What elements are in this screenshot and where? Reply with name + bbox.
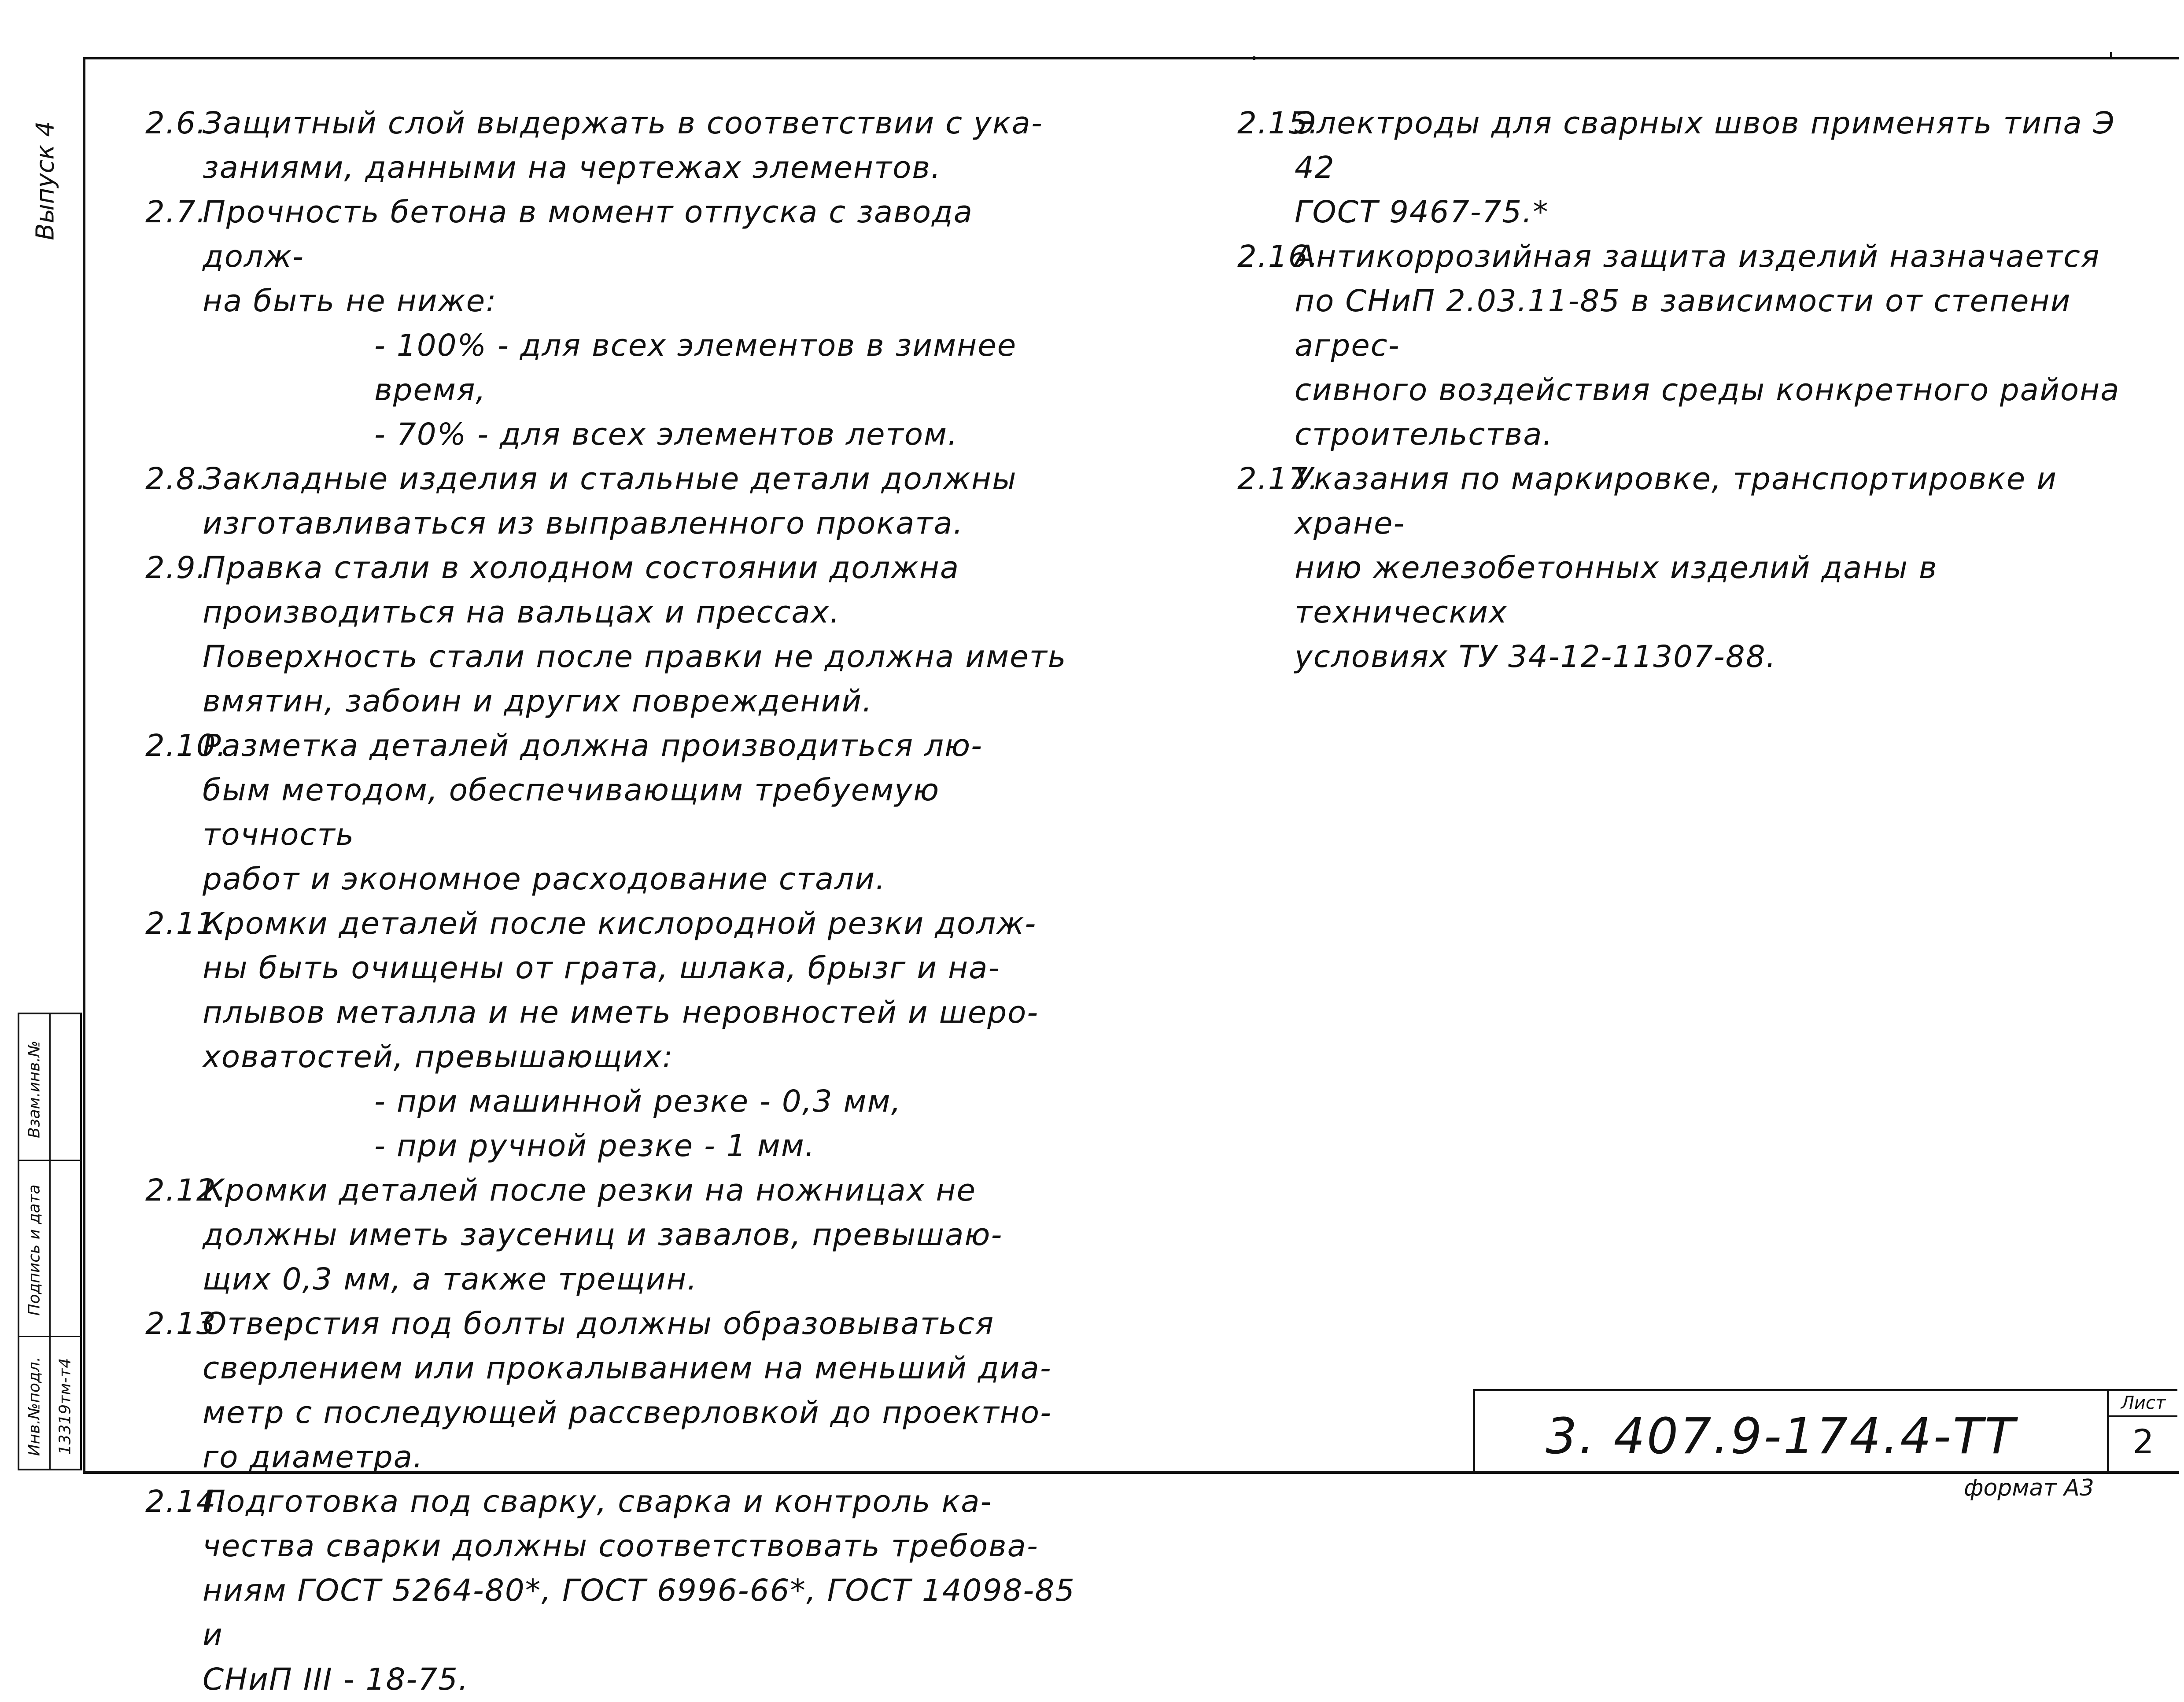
clause-2-6	[145, 101, 1079, 190]
clause-text: Прочность бетона в момент отпуска с завода долж- на быть не ниже:	[203, 195, 973, 319]
clause-number: 2.6.	[145, 106, 207, 141]
sheet-label: Лист	[2109, 1391, 2177, 1417]
stamp-replace-label: Взам.инв.№	[25, 1040, 44, 1138]
frame-tick-top-right	[2110, 52, 2112, 59]
clause-text: Кромки деталей после резки на ножницах не должны иметь заусениц и завалов, превышаю- щих 0,3 мм, а также трещин.	[203, 1173, 1003, 1297]
clause-list-text: - при машинной резке - 0,3 мм, - при ручной резке - 1 мм.	[374, 1084, 902, 1164]
stamp-divider	[19, 1336, 49, 1337]
clause-number: 2.7.	[145, 195, 207, 230]
series-label-text: Выпуск 4	[31, 121, 60, 240]
clause-number: 2.17.	[1237, 461, 1319, 497]
clause-text: Разметка деталей должна производиться лю- бым методом, обеспечивающим требуемую точность работ и экономное расходование стали.	[203, 728, 983, 897]
margin-stamp	[18, 1013, 82, 1470]
clause-number: 2.9.	[145, 550, 207, 586]
clause-2-14	[145, 1480, 1079, 1702]
stamp-labels-column	[19, 1014, 51, 1469]
series-label	[26, 106, 65, 255]
clause-number: 2.14.	[145, 1484, 227, 1519]
clause-number: 2.12.	[145, 1173, 227, 1208]
clause-number: 2.11.	[145, 906, 227, 941]
clause-text: Правка стали в холодном состоянии должна производиться на вальцах и прессах. Поверхность стали после правки не должна иметь вмятин, забоин и других повреждений.	[203, 550, 1067, 719]
right-column	[1237, 101, 2136, 679]
clause-text: Электроды для сварных швов применять типа Э 42 ГОСТ 9467-75.*	[1295, 106, 2115, 230]
clause-text: Защитный слой выдержать в соответствии с ука- заниями, данными на чертежах элементов.	[203, 106, 1043, 185]
clause-text: Отверстия под болты должны образовываться сверлением или прокалыванием на меньший диа- метр с последующей рассверловкой до проектно- го диаметра.	[203, 1306, 1052, 1475]
clause-2-12	[145, 1168, 1079, 1302]
clause-2-15	[1237, 101, 2136, 235]
sheet-number: 2	[2132, 1422, 2154, 1461]
left-column	[145, 101, 1079, 1702]
clause-text: Кромки деталей после кислородной резки долж- ны быть очищены от грата, шлака, брызг и на- плывов металла и не иметь неровностей и шеро- ховатостей, превышающих:	[203, 906, 1039, 1075]
clause-2-11	[145, 902, 1079, 1079]
stamp-inv-label: Инв.№подл.	[25, 1356, 44, 1456]
clause-2-10	[145, 724, 1079, 902]
frame-tick-top-mid	[1253, 56, 1255, 60]
clause-2-7	[145, 190, 1079, 324]
clause-number: 2.8.	[145, 461, 207, 497]
clause-number: 2.16.	[1237, 239, 1319, 274]
stamp-divider	[51, 1336, 81, 1337]
document-code: 3. 407.9-174.4-ТТ	[1546, 1408, 2017, 1465]
clause-2-13	[145, 1302, 1079, 1480]
title-block	[1473, 1389, 2177, 1474]
format-label: формат А3	[1964, 1475, 2094, 1501]
stamp-divider	[19, 1160, 49, 1161]
clause-number: 2.15.	[1237, 106, 1319, 141]
clause-2-8	[145, 457, 1079, 546]
clause-list-text: - 100% - для всех элементов в зимнее время, - 70% - для всех элементов летом.	[374, 328, 1017, 452]
clause-2-16	[1237, 235, 2136, 457]
clause-text: Указания по маркировке, транспортировке и хране- нию железобетонных изделий даны в технических условиях ТУ 34-12-11307-88.	[1295, 461, 2058, 674]
clause-text: Подготовка под сварку, сварка и контроль ка- чества сварки должны соответствовать требова- ниям ГОСТ 5264-80*, ГОСТ 6996-66*, ГОСТ 14098-85 и СНиП III - 18-75.	[203, 1484, 1076, 1697]
clause-number: 2.13	[145, 1306, 217, 1341]
clause-2-9	[145, 546, 1079, 724]
stamp-divider	[51, 1160, 81, 1161]
clause-text: Антикоррозийная защита изделий назначается по СНиП 2.03.11-85 в зависимости от степени агрес- сивного воздействия среды конкретного района строительства.	[1295, 239, 2120, 452]
sheet-box	[2107, 1391, 2177, 1474]
stamp-sign-label: Подпись и дата	[25, 1184, 44, 1316]
clause-2-11-list	[145, 1079, 1079, 1168]
stamp-inv-value: 13319тм-т4	[56, 1358, 74, 1455]
clause-number: 2.10.	[145, 728, 227, 763]
clause-2-7-list	[145, 324, 1079, 457]
clause-2-17	[1237, 457, 2136, 679]
stamp-values-column	[51, 1014, 81, 1469]
clause-text: Закладные изделия и стальные детали должны изготавливаться из выправленного проката.	[203, 461, 1017, 541]
